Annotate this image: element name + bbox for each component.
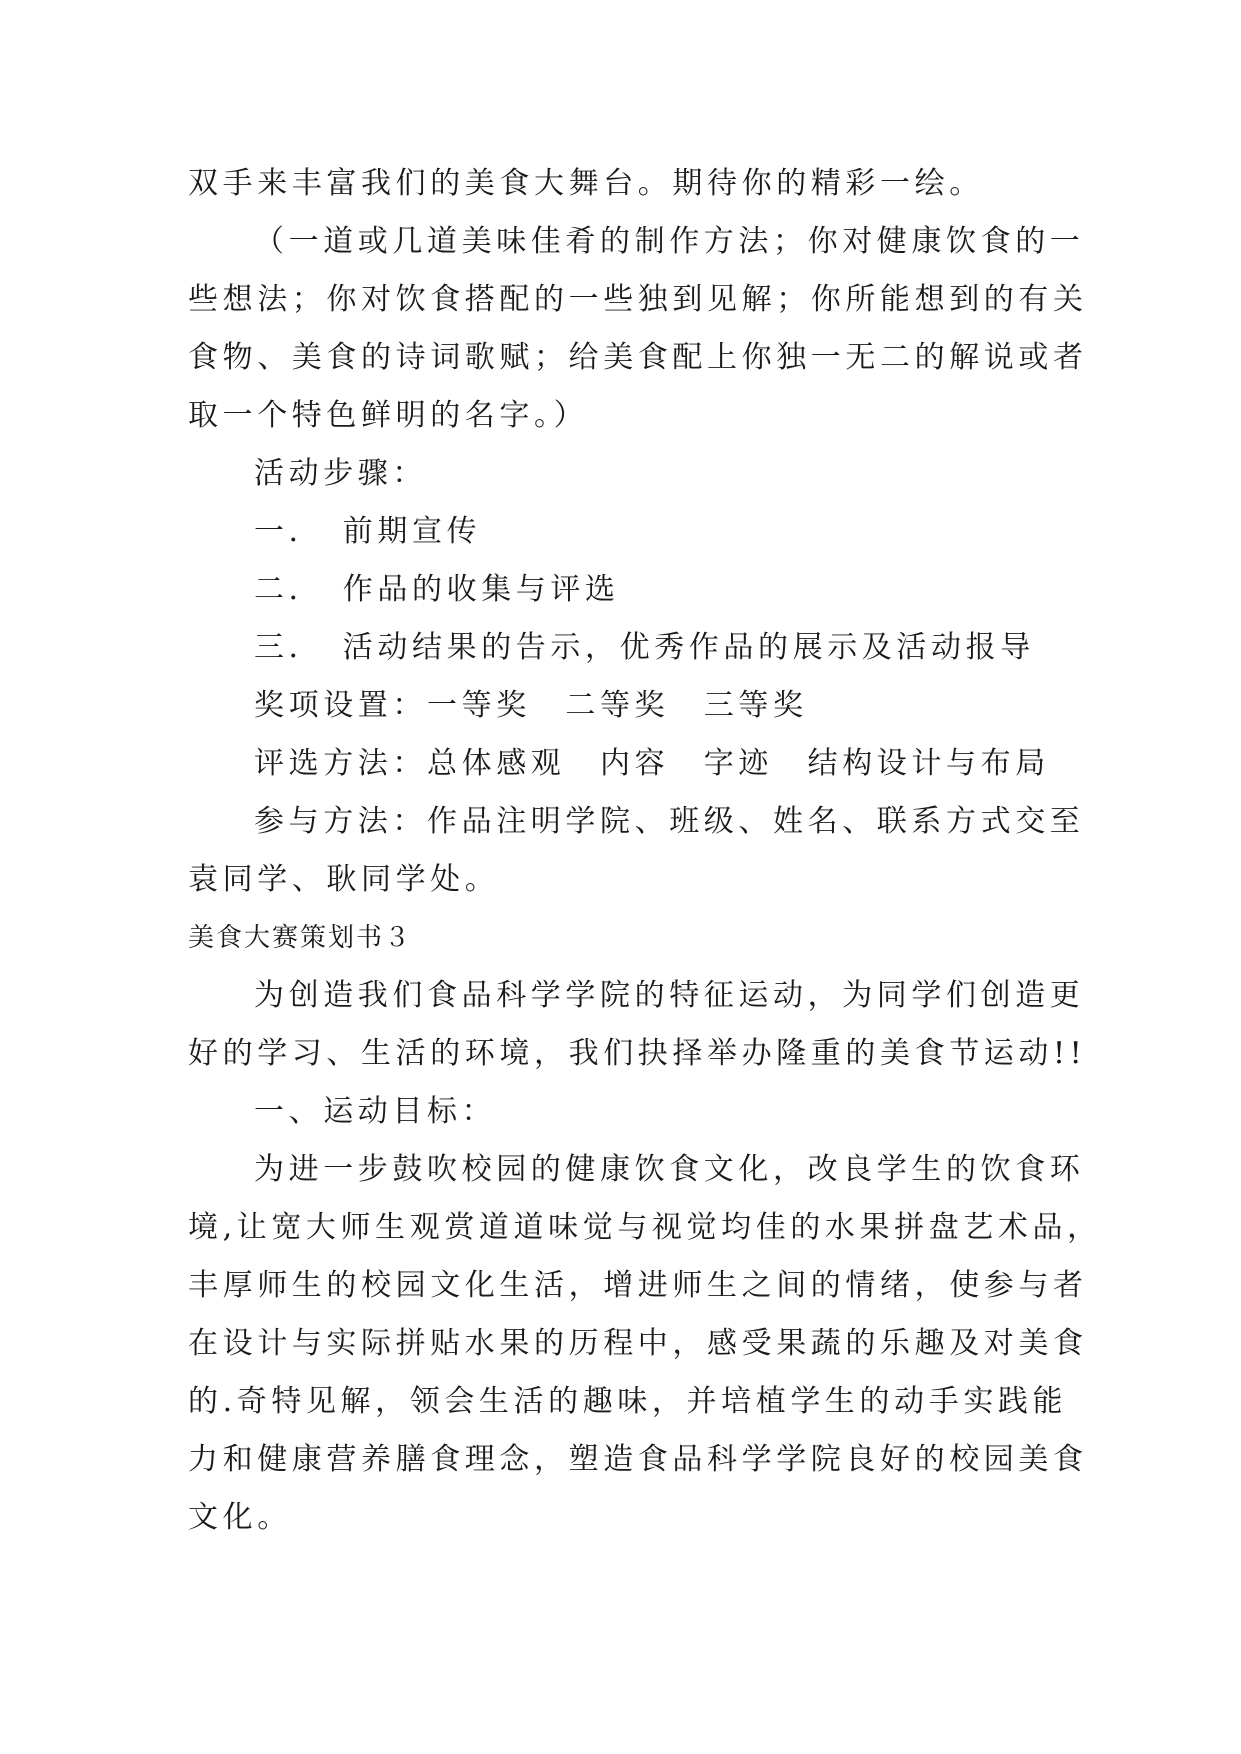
list-item: 二． 作品的收集与评选 [254, 572, 620, 607]
paragraph-line: 食物、美食的诗词歌赋；给美食配上你独一无二的解说或者 [188, 340, 1088, 375]
paragraph-line: 双手来丰富我们的美食大舞台。期待你的精彩一绘。 [188, 166, 984, 201]
subsection-heading: 一、运动目标： [254, 1094, 497, 1129]
paragraph-line: 力和健康营养膳食理念，塑造食品科学学院良好的校园美食 [188, 1442, 1088, 1477]
list-item: 一． 前期宣传 [254, 514, 482, 549]
paragraph-line: （一道或几道美味佳肴的制作方法；你对健康饮食的一 [254, 224, 1085, 259]
paragraph-line: 为创造我们食品科学学院的特征运动，为同学们创造更 [254, 978, 1085, 1013]
paragraph-line: 评选方法：总体感观 内容 字迹 结构设计与布局 [254, 746, 1050, 781]
paragraph-line: 在设计与实际拼贴水果的历程中，感受果蔬的乐趣及对美食 [188, 1326, 1088, 1361]
paragraph-line: 取一个特色鲜明的名字。） [188, 398, 589, 433]
paragraph-line: 为进一步鼓吹校园的健康饮食文化，改良学生的饮食环 [254, 1152, 1085, 1187]
paragraph-line: 袁同学、耿同学处。 [188, 862, 500, 897]
paragraph-line: 些想法；你对饮食搭配的一些独到见解；你所能想到的有关 [188, 282, 1088, 317]
document-page [188, 155, 1102, 1547]
paragraph-line: 境,让宽大师生观赏道道味觉与视觉均佳的水果拼盘艺术品， [188, 1210, 1102, 1245]
paragraph-line: 活动步骤： [254, 456, 427, 491]
paragraph-line: 丰厚师生的校园文化生活，增进师生之间的情绪，使参与者 [188, 1268, 1088, 1303]
paragraph-line: 的.奇特见解，领会生活的趣味，并培植学生的动手实践能 [188, 1384, 1068, 1419]
paragraph-line: 奖项设置：一等奖 二等奖 三等奖 [254, 688, 808, 723]
list-item: 三． 活动结果的告示，优秀作品的展示及活动报导 [254, 630, 1035, 665]
paragraph-line: 好的学习、生活的环境，我们抉择举办隆重的美食节运动!! [188, 1036, 1087, 1071]
section-heading: 美食大赛策划书３ [188, 923, 413, 953]
paragraph-line: 参与方法：作品注明学院、班级、姓名、联系方式交至 [254, 804, 1085, 839]
paragraph-line: 文化。 [188, 1500, 292, 1535]
